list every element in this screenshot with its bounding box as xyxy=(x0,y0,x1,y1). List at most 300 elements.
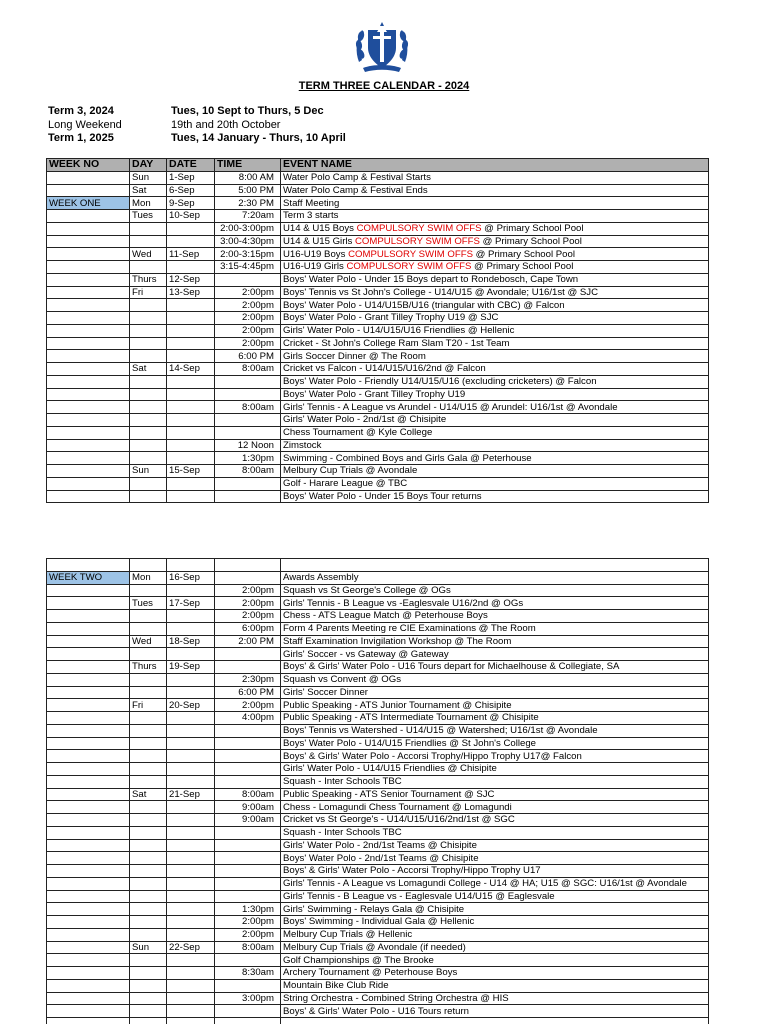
week-cell: WEEK ONE xyxy=(47,197,130,210)
event-text: Staff Examination Invigilation Workshop @ The Room xyxy=(283,635,512,647)
table-row xyxy=(47,686,709,699)
week-cell xyxy=(47,890,130,903)
event-cell xyxy=(281,363,709,376)
table-row xyxy=(47,235,709,248)
week-cell xyxy=(47,763,130,776)
calendar-table-week-one xyxy=(46,158,709,503)
event-text: Boys' Water Polo - 2nd/1st Teams @ Chisipite xyxy=(283,852,479,864)
event-cell xyxy=(281,184,709,197)
table-row xyxy=(47,865,709,878)
event-text: Awards Assembly xyxy=(283,572,359,584)
event-cell xyxy=(281,928,709,941)
time-cell xyxy=(215,490,281,503)
day-cell xyxy=(130,622,167,635)
day-cell xyxy=(130,865,167,878)
event-cell xyxy=(281,465,709,478)
table-row xyxy=(47,171,709,184)
event-text: @ Primary School Pool xyxy=(481,223,584,235)
time-cell: 2:00pm xyxy=(215,286,281,299)
week-cell xyxy=(47,324,130,337)
event-text: @ Primary School Pool xyxy=(472,248,575,260)
event-cell xyxy=(281,916,709,929)
table-row xyxy=(47,775,709,788)
time-cell xyxy=(215,826,281,839)
day-cell: Sun xyxy=(130,171,167,184)
day-cell xyxy=(130,375,167,388)
time-cell: 4:00pm xyxy=(215,712,281,725)
week-cell xyxy=(47,635,130,648)
table-row xyxy=(47,477,709,490)
date-cell xyxy=(167,235,215,248)
week-cell xyxy=(47,337,130,350)
week-cell xyxy=(47,826,130,839)
event-cell xyxy=(281,992,709,1005)
week-cell xyxy=(47,839,130,852)
table-row xyxy=(47,210,709,223)
date-cell xyxy=(167,401,215,414)
day-cell xyxy=(130,1018,167,1024)
event-cell xyxy=(281,439,709,452)
date-cell xyxy=(167,439,215,452)
event-text: U16-U19 Boys xyxy=(283,248,349,260)
day-cell: Thurs xyxy=(130,661,167,674)
day-cell: Mon xyxy=(130,197,167,210)
date-cell xyxy=(167,350,215,363)
table-row xyxy=(47,992,709,1005)
event-text: Boys' Water Polo - U14/U15 Friendlies @ St John's College xyxy=(283,737,536,749)
event-text: Cricket vs Falcon - U14/U15/U16/2nd @ Falcon xyxy=(283,363,486,375)
week-cell xyxy=(47,235,130,248)
date-cell xyxy=(167,312,215,325)
event-cell xyxy=(281,839,709,852)
document-title: TERM THREE CALENDAR - 2024 xyxy=(298,80,470,92)
date-cell xyxy=(167,490,215,503)
event-text: Water Polo Camp & Festival Starts xyxy=(283,172,431,184)
week-cell xyxy=(47,941,130,954)
day-cell: Fri xyxy=(130,699,167,712)
date-cell xyxy=(167,414,215,427)
event-cell xyxy=(281,788,709,801)
time-cell xyxy=(215,661,281,674)
day-cell xyxy=(130,916,167,929)
time-cell xyxy=(215,839,281,852)
table-row xyxy=(47,197,709,210)
time-cell: 2:00pm xyxy=(215,916,281,929)
event-text: Zimstock xyxy=(283,439,322,451)
date-cell xyxy=(167,426,215,439)
time-cell: 2:00pm xyxy=(215,584,281,597)
event-text: String Orchestra - Combined String Orchestra @ HIS xyxy=(283,992,509,1004)
day-cell xyxy=(130,414,167,427)
day-cell xyxy=(130,967,167,980)
event-text: Girls' Soccer Dinner xyxy=(283,686,368,698)
event-text: Public Speaking - ATS Junior Tournament @ Chisipite xyxy=(283,699,512,711)
date-cell xyxy=(167,299,215,312)
date-cell xyxy=(167,890,215,903)
event-text: Boys' Water Polo - Friendly U14/U15/U16 (excluding cricketers) @ Falcon xyxy=(283,376,597,388)
day-cell: Thurs xyxy=(130,273,167,286)
term-value: 19th and 20th October xyxy=(171,118,281,131)
event-cell xyxy=(281,967,709,980)
time-cell: 1:30pm xyxy=(215,903,281,916)
date-cell: 20-Sep xyxy=(167,699,215,712)
day-cell xyxy=(130,1005,167,1018)
day-cell xyxy=(130,814,167,827)
time-cell: 8:00am xyxy=(215,788,281,801)
time-cell xyxy=(215,571,281,584)
table-row xyxy=(47,941,709,954)
event-cell xyxy=(281,350,709,363)
day-cell: Wed xyxy=(130,635,167,648)
event-text: Boys' Swimming - Individual Gala @ Hellenic xyxy=(283,916,475,928)
date-cell xyxy=(167,559,215,572)
table-row xyxy=(47,350,709,363)
event-text: Squash vs Convent @ OGs xyxy=(283,674,401,686)
week-cell xyxy=(47,439,130,452)
event-cell xyxy=(281,571,709,584)
event-cell xyxy=(281,775,709,788)
week-cell xyxy=(47,559,130,572)
event-cell xyxy=(281,622,709,635)
event-text: Water Polo Camp & Festival Ends xyxy=(283,184,428,196)
event-text: Girls' Water Polo - U14/U15 Friendlies @ Chisipite xyxy=(283,763,497,775)
time-cell: 2:00pm xyxy=(215,699,281,712)
time-cell xyxy=(215,273,281,286)
event-cell xyxy=(281,763,709,776)
time-cell: 6:00 PM xyxy=(215,686,281,699)
event-cell xyxy=(281,235,709,248)
table-row xyxy=(47,903,709,916)
week-cell xyxy=(47,661,130,674)
table-row xyxy=(47,916,709,929)
table-row xyxy=(47,788,709,801)
event-cell xyxy=(281,559,709,572)
table-row xyxy=(47,337,709,350)
event-cell xyxy=(281,210,709,223)
date-cell xyxy=(167,673,215,686)
table-row xyxy=(47,839,709,852)
date-cell xyxy=(167,992,215,1005)
date-cell xyxy=(167,954,215,967)
event-cell xyxy=(281,801,709,814)
date-cell: 12-Sep xyxy=(167,273,215,286)
term-label: Long Weekend xyxy=(48,118,122,131)
time-cell: 8:00am xyxy=(215,363,281,376)
term-row xyxy=(48,105,346,119)
day-cell: Mon xyxy=(130,571,167,584)
table-row xyxy=(47,750,709,763)
event-text: Staff Meeting xyxy=(283,197,340,209)
date-cell xyxy=(167,724,215,737)
week-cell xyxy=(47,388,130,401)
table-row xyxy=(47,877,709,890)
time-cell: 2:00pm xyxy=(215,337,281,350)
week-cell xyxy=(47,610,130,623)
event-cell xyxy=(281,941,709,954)
date-cell xyxy=(167,967,215,980)
date-cell xyxy=(167,775,215,788)
time-cell xyxy=(215,1018,281,1024)
day-cell xyxy=(130,610,167,623)
week-cell xyxy=(47,1005,130,1018)
event-cell xyxy=(281,286,709,299)
day-cell xyxy=(130,775,167,788)
week-cell xyxy=(47,852,130,865)
week-cell xyxy=(47,699,130,712)
week-cell xyxy=(47,375,130,388)
event-text: Boys' Water Polo - Under 15 Boys depart to Rondebosch, Cape Town xyxy=(283,274,579,286)
emphasis-text: COMPULSORY SWIM OFFS xyxy=(348,248,473,260)
event-cell xyxy=(281,1005,709,1018)
date-cell: 22-Sep xyxy=(167,941,215,954)
event-text: Public Speaking - ATS Senior Tournament @ SJC xyxy=(283,788,495,800)
time-cell: 3:00-4:30pm xyxy=(215,235,281,248)
table-row xyxy=(47,737,709,750)
time-cell: 2:00pm xyxy=(215,597,281,610)
event-text: Girls' Tennis - B League vs -Eaglesvale U16/2nd @ OGs xyxy=(283,597,524,609)
week-cell xyxy=(47,273,130,286)
event-cell xyxy=(281,610,709,623)
event-cell xyxy=(281,312,709,325)
event-text: Girls' Swimming - Relays Gala @ Chisipite xyxy=(283,903,465,915)
week-cell xyxy=(47,622,130,635)
table-body xyxy=(47,171,709,503)
week-cell xyxy=(47,814,130,827)
table-row xyxy=(47,571,709,584)
event-text: Girls' Water Polo - 2nd/1st @ Chisipite xyxy=(283,414,447,426)
week-cell xyxy=(47,312,130,325)
day-cell xyxy=(130,852,167,865)
week-cell xyxy=(47,686,130,699)
day-cell xyxy=(130,584,167,597)
date-cell: 19-Sep xyxy=(167,661,215,674)
time-cell: 2:00-3:00pm xyxy=(215,222,281,235)
day-cell xyxy=(130,261,167,274)
table-row xyxy=(47,465,709,478)
header-week-no: WEEK NO xyxy=(47,159,130,172)
table-row xyxy=(47,363,709,376)
event-text: Chess - ATS League Match @ Peterhouse Boys xyxy=(283,610,488,622)
date-cell xyxy=(167,712,215,725)
day-cell xyxy=(130,992,167,1005)
week-cell xyxy=(47,788,130,801)
event-text: Boys' Water Polo - Under 15 Boys Tour returns xyxy=(283,490,482,502)
table-row xyxy=(47,814,709,827)
table-row xyxy=(47,401,709,414)
time-cell: 8:30am xyxy=(215,967,281,980)
event-cell xyxy=(281,597,709,610)
event-cell xyxy=(281,414,709,427)
week-cell xyxy=(47,865,130,878)
day-cell xyxy=(130,903,167,916)
time-cell: 6:00 PM xyxy=(215,350,281,363)
day-cell: Sun xyxy=(130,941,167,954)
event-cell xyxy=(281,337,709,350)
table-row xyxy=(47,967,709,980)
event-text: Squash - Inter Schools TBC xyxy=(283,776,402,788)
term-label: Term 1, 2025 xyxy=(48,132,114,144)
time-cell: 2:00pm xyxy=(215,610,281,623)
date-cell xyxy=(167,877,215,890)
time-cell: 3:00pm xyxy=(215,992,281,1005)
event-text: U14 & U15 Girls xyxy=(283,235,355,247)
event-text: Boys' Tennis vs Watershed - U14/U15 @ Watershed; U16/1st @ Avondale xyxy=(283,725,598,737)
event-text: Term 3 starts xyxy=(283,210,339,222)
event-cell xyxy=(281,222,709,235)
table-row xyxy=(47,635,709,648)
event-cell xyxy=(281,426,709,439)
event-text: @ Primary School Pool xyxy=(471,261,574,273)
time-cell: 5:00 PM xyxy=(215,184,281,197)
table-row xyxy=(47,1018,709,1024)
week-cell xyxy=(47,286,130,299)
time-cell xyxy=(215,775,281,788)
time-cell: 2:00pm xyxy=(215,299,281,312)
time-cell xyxy=(215,477,281,490)
event-cell xyxy=(281,699,709,712)
table-row xyxy=(47,426,709,439)
day-cell xyxy=(130,312,167,325)
week-cell xyxy=(47,210,130,223)
time-cell: 8:00am xyxy=(215,465,281,478)
event-text: Cricket vs St George's - U14/U15/U16/2nd/1st @ SGC xyxy=(283,814,515,826)
week-cell xyxy=(47,490,130,503)
date-cell xyxy=(167,928,215,941)
event-cell xyxy=(281,490,709,503)
time-cell xyxy=(215,648,281,661)
date-cell: 16-Sep xyxy=(167,571,215,584)
time-cell xyxy=(215,559,281,572)
event-text: Chess - Lomagundi Chess Tournament @ Lomagundi xyxy=(283,801,512,813)
day-cell xyxy=(130,426,167,439)
table-row xyxy=(47,559,709,572)
week-cell xyxy=(47,877,130,890)
event-text: Melbury Cup Trials @ Hellenic xyxy=(283,929,413,941)
table-row xyxy=(47,763,709,776)
event-text: Golf - Harare League @ TBC xyxy=(283,478,408,490)
time-cell xyxy=(215,954,281,967)
event-cell xyxy=(281,712,709,725)
week-cell xyxy=(47,954,130,967)
header-day: DAY xyxy=(130,159,167,172)
emphasis-text: COMPULSORY SWIM OFFS xyxy=(346,261,472,273)
table-row xyxy=(47,928,709,941)
emphasis-text: COMPULSORY SWIM OFFS xyxy=(354,235,480,247)
date-cell: 15-Sep xyxy=(167,465,215,478)
event-cell xyxy=(281,197,709,210)
day-cell xyxy=(130,222,167,235)
day-cell xyxy=(130,559,167,572)
date-cell xyxy=(167,814,215,827)
day-cell xyxy=(130,648,167,661)
week-cell xyxy=(47,414,130,427)
event-cell xyxy=(281,584,709,597)
day-cell xyxy=(130,750,167,763)
table-row xyxy=(47,312,709,325)
week-cell xyxy=(47,248,130,261)
week-cell xyxy=(47,916,130,929)
table-body xyxy=(47,559,709,1024)
event-cell xyxy=(281,724,709,737)
date-cell: 21-Sep xyxy=(167,788,215,801)
event-text: Melbury Cup Trials @ Avondale (if needed) xyxy=(283,941,466,953)
calendar-table-week-two xyxy=(46,558,709,1024)
table-row xyxy=(47,490,709,503)
date-cell xyxy=(167,903,215,916)
event-cell xyxy=(281,273,709,286)
time-cell: 2:30 PM xyxy=(215,197,281,210)
date-cell xyxy=(167,452,215,465)
table-row xyxy=(47,184,709,197)
table-row xyxy=(47,388,709,401)
date-cell xyxy=(167,222,215,235)
table-row xyxy=(47,375,709,388)
week-cell xyxy=(47,1018,130,1024)
event-text: Boys' Water Polo - Grant Tilley Trophy U19 @ SJC xyxy=(283,312,499,324)
day-cell xyxy=(130,477,167,490)
day-cell xyxy=(130,890,167,903)
time-cell: 2:00pm xyxy=(215,324,281,337)
time-cell xyxy=(215,763,281,776)
week-cell xyxy=(47,584,130,597)
event-cell xyxy=(281,852,709,865)
day-cell xyxy=(130,490,167,503)
date-cell xyxy=(167,337,215,350)
header-date: DATE xyxy=(167,159,215,172)
date-cell: 11-Sep xyxy=(167,248,215,261)
table-row xyxy=(47,801,709,814)
time-cell xyxy=(215,865,281,878)
table-row xyxy=(47,452,709,465)
day-cell xyxy=(130,979,167,992)
day-cell xyxy=(130,452,167,465)
event-text: Public Speaking - ATS Intermediate Tournament @ Chisipite xyxy=(283,712,539,724)
week-cell xyxy=(47,184,130,197)
event-cell xyxy=(281,477,709,490)
event-text: Girls' Water Polo - 2nd/1st Teams @ Chisipite xyxy=(283,839,477,851)
event-cell xyxy=(281,171,709,184)
time-cell: 12 Noon xyxy=(215,439,281,452)
event-cell xyxy=(281,979,709,992)
event-text: @ Primary School Pool xyxy=(479,235,582,247)
event-cell xyxy=(281,890,709,903)
event-text: Boys' & Girls' Water Polo - U16 Tours return xyxy=(283,1005,470,1017)
day-cell xyxy=(130,350,167,363)
event-cell xyxy=(281,750,709,763)
table-row xyxy=(47,673,709,686)
day-cell xyxy=(130,826,167,839)
event-cell xyxy=(281,673,709,686)
date-cell xyxy=(167,610,215,623)
day-cell xyxy=(130,401,167,414)
week-cell xyxy=(47,477,130,490)
time-cell xyxy=(215,426,281,439)
day-cell xyxy=(130,724,167,737)
date-cell xyxy=(167,737,215,750)
week-cell xyxy=(47,967,130,980)
time-cell: 1:30pm xyxy=(215,452,281,465)
day-cell xyxy=(130,388,167,401)
date-cell: 10-Sep xyxy=(167,210,215,223)
event-cell xyxy=(281,954,709,967)
day-cell xyxy=(130,877,167,890)
day-cell: Tues xyxy=(130,210,167,223)
event-text: Boys' & Girls' Water Polo - Accorsi Trophy/Hippo Trophy U17 xyxy=(283,865,541,877)
day-cell xyxy=(130,954,167,967)
week-cell xyxy=(47,775,130,788)
event-text: Girls' Tennis - A League vs Arundel - U14/U15 @ Arundel: U16/1st @ Avondale xyxy=(283,401,618,413)
table-row xyxy=(47,222,709,235)
